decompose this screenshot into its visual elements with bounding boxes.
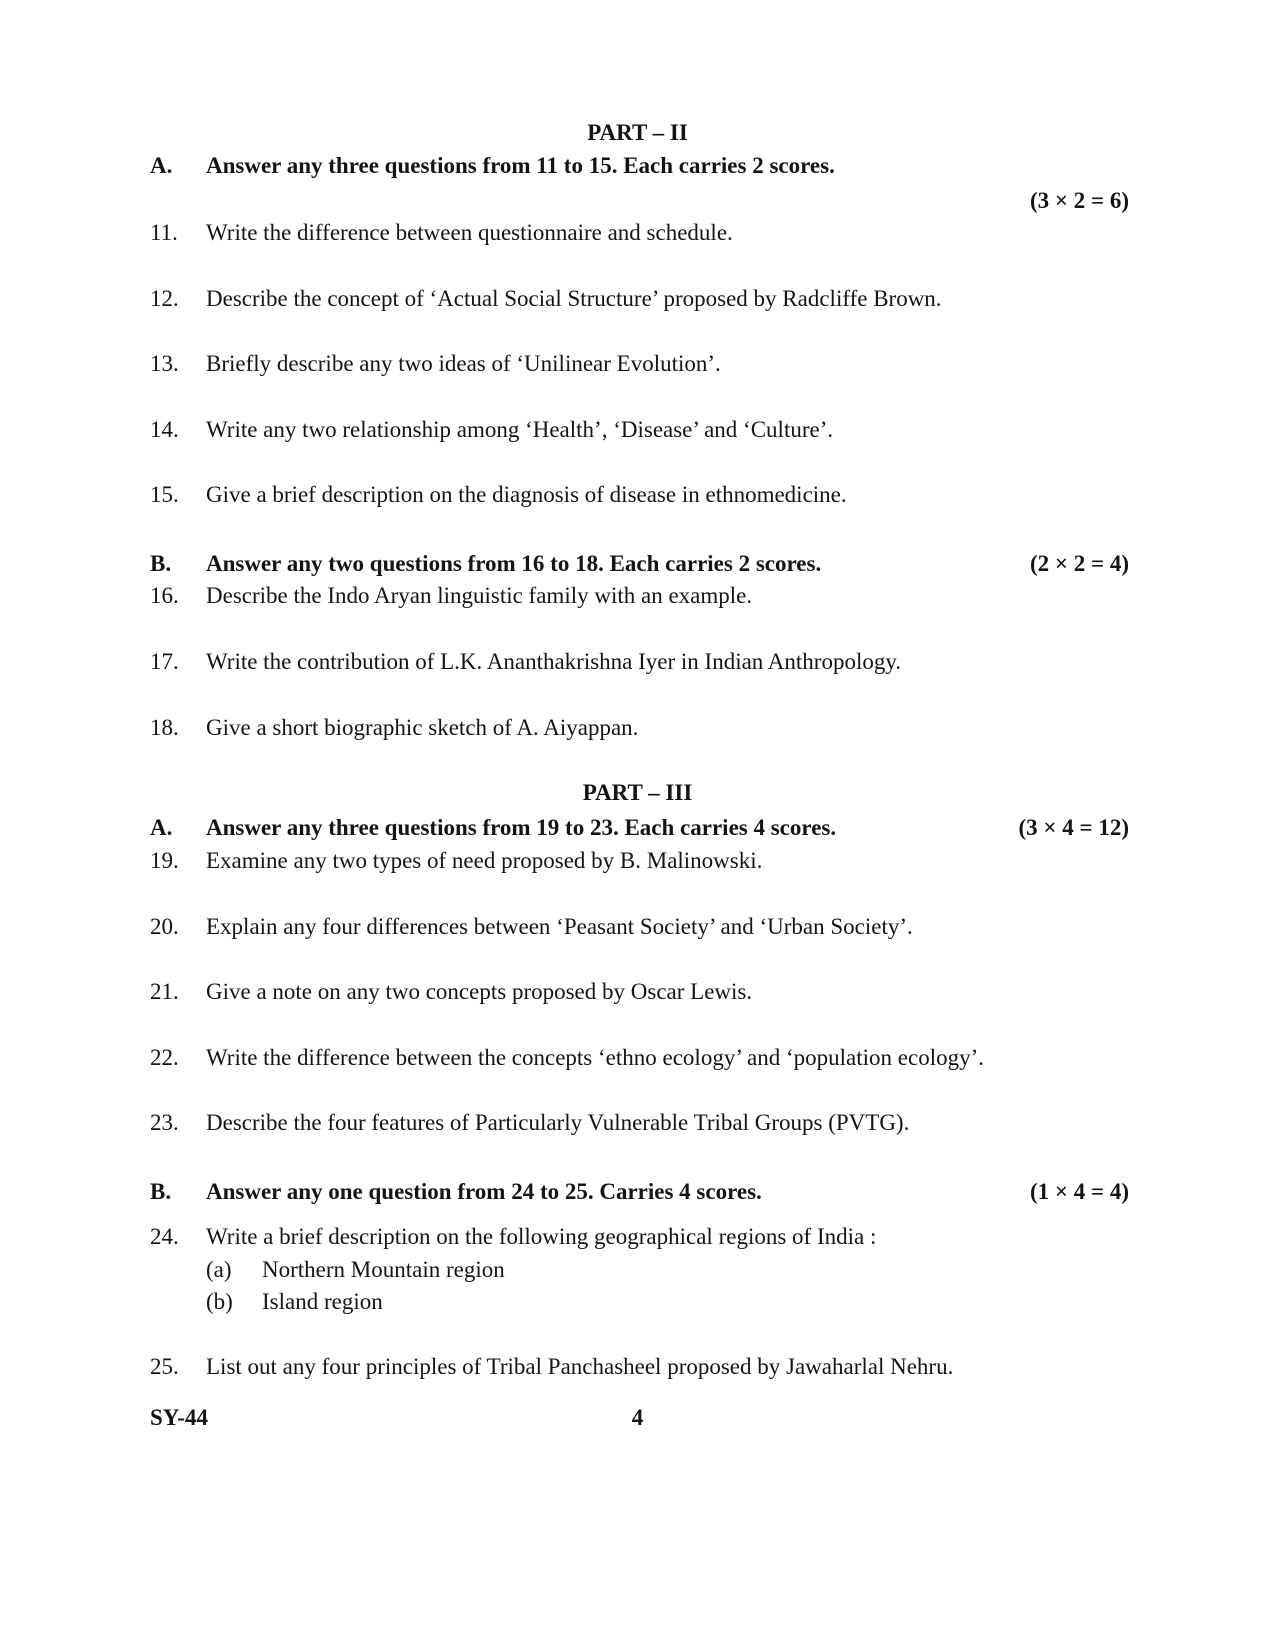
section-b-score: (1 × 4 = 4) <box>1029 1179 1129 1204</box>
section-b-label: B. <box>150 1179 172 1204</box>
page-number: 4 <box>631 1405 644 1430</box>
question-number: 23. <box>150 1110 179 1135</box>
section-a-label: A. <box>150 815 173 840</box>
question-text: Describe the Indo Aryan linguistic family with an example. <box>206 583 753 608</box>
question-number: 16. <box>150 583 179 608</box>
section-a-instruction: Answer any three questions from 11 to 15. Each carries 2 scores. <box>206 153 835 178</box>
question-number: 22. <box>150 1045 179 1070</box>
question-number: 21. <box>150 979 179 1004</box>
section-a-score: (3 × 2 = 6) <box>1029 188 1129 213</box>
question-text: Examine any two types of need proposed by B. Malinowski. <box>206 848 763 873</box>
question-number: 17. <box>150 649 179 674</box>
question-text: Briefly describe any two ideas of ‘Unilinear Evolution’. <box>206 351 721 376</box>
question-number: 20. <box>150 914 179 939</box>
question-number: 25. <box>150 1354 179 1379</box>
subitem-text: Northern Mountain region <box>262 1257 505 1282</box>
question-number: 14. <box>150 417 179 442</box>
question-text: Describe the four features of Particularly Vulnerable Tribal Groups (PVTG). <box>206 1110 910 1135</box>
section-a-instruction: Answer any three questions from 19 to 23. Each carries 4 scores. <box>206 815 837 840</box>
section-b-instruction: Answer any two questions from 16 to 18. Each carries 2 scores. <box>206 551 822 576</box>
question-text: Describe the concept of ‘Actual Social Structure’ proposed by Radcliffe Brown. <box>206 286 942 311</box>
section-b-score: (2 × 2 = 4) <box>1029 551 1129 576</box>
question-number: 11. <box>150 220 178 245</box>
question-text: Give a short biographic sketch of A. Aiyappan. <box>206 715 639 740</box>
question-text: Give a brief description on the diagnosis of disease in ethnomedicine. <box>206 482 847 507</box>
paper-code: SY-44 <box>150 1405 208 1430</box>
question-number: 13. <box>150 351 179 376</box>
question-text: Write the contribution of L.K. Ananthakrishna Iyer in Indian Anthropology. <box>206 649 902 674</box>
part-3-title: PART – III <box>582 780 693 805</box>
question-number: 19. <box>150 848 179 873</box>
question-number: 24. <box>150 1224 179 1249</box>
question-text: Write any two relationship among ‘Health’, ‘Disease’ and ‘Culture’. <box>206 417 834 442</box>
question-text: Write a brief description on the following geographical regions of India : <box>206 1224 877 1249</box>
section-a-score: (3 × 4 = 12) <box>1018 815 1129 840</box>
subitem-label: (a) <box>206 1257 232 1282</box>
section-a-label: A. <box>150 153 173 178</box>
question-number: 15. <box>150 482 179 507</box>
question-number: 18. <box>150 715 179 740</box>
part-2-title: PART – II <box>587 120 688 145</box>
question-text: Explain any four differences between ‘Peasant Society’ and ‘Urban Society’. <box>206 914 913 939</box>
question-text: List out any four principles of Tribal Panchasheel proposed by Jawaharlal Nehru. <box>206 1354 954 1379</box>
subitem-label: (b) <box>206 1289 233 1314</box>
subitem-text: Island region <box>262 1289 383 1314</box>
question-text: Write the difference between the concepts ‘ethno ecology’ and ‘population ecology’. <box>206 1045 984 1070</box>
question-text: Write the difference between questionnaire and schedule. <box>206 220 733 245</box>
section-b-instruction: Answer any one question from 24 to 25. Carries 4 scores. <box>206 1179 762 1204</box>
question-text: Give a note on any two concepts proposed by Oscar Lewis. <box>206 979 753 1004</box>
section-b-label: B. <box>150 551 172 576</box>
question-number: 12. <box>150 286 179 311</box>
